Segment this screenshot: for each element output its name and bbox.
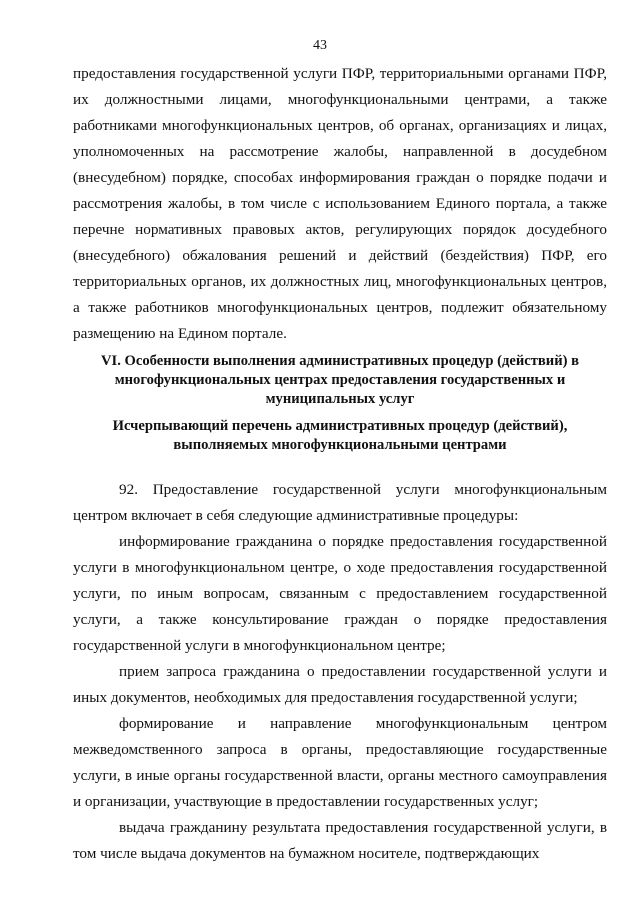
continuation-paragraph: предоставления государственной услуги ПФР, территориальными органами ПФР, их должностными лицами, многофункциональными центрами, а также работниками многофункциональных центров, об органах, организациях и лицах, уполномоченных на рассмотрение жалобы, направленной в досудебном (внесудебном) порядке, способах информирования граждан о порядке подачи и рассмотрения жалобы, в том числе с использованием Единого портала, а также перечне нормативных правовых актов, регулирующих порядок досудебного (внесудебного) обжалования решений и действий (бездействия) ПФР, его территориальных органов, их должностных лиц, многофункциональных центров, а также работников многофункциональных центров, подлежит обязательному размещению на Едином портале.: [73, 65, 607, 342]
list-item-issuance: выдача гражданину результата предоставления государственной услуги, в том числе выдача документов на бумажном носителе, подтверждающих: [73, 819, 607, 862]
section-heading: VI. Особенности выполнения административных процедур (действий) в многофункциональных центрах предоставления государственных и муниципальных услуг: [101, 353, 579, 407]
subsection-heading: Исчерпывающий перечень административных процедур (действий), выполняемых многофункциональными центрами: [112, 418, 568, 453]
list-item-informing: информирование гражданина о порядке предоставления государственной услуги в многофункциональном центре, о ходе предоставления государственной услуги, по иным вопросам, связанным с предоставлением государственной услуги, а также консультирование граждан о порядке предоставления государственной услуги в многофункциональном центре;: [73, 533, 607, 654]
list-item-reception: прием запроса гражданина о предоставлении государственной услуги и иных документов, необходимых для предоставления государственной услуги;: [73, 663, 607, 706]
paragraph-92: 92. Предоставление государственной услуги многофункциональным центром включает в себя следующие административные процедуры:: [73, 481, 607, 524]
page-number: 43: [313, 38, 327, 53]
list-item-interagency-request: формирование и направление многофункциональным центром межведомственного запроса в органы, предоставляющие государственные услуги, в иные органы государственной власти, органы местного самоуправления и организации, участвующие в предоставлении государственных услуг;: [73, 715, 607, 810]
